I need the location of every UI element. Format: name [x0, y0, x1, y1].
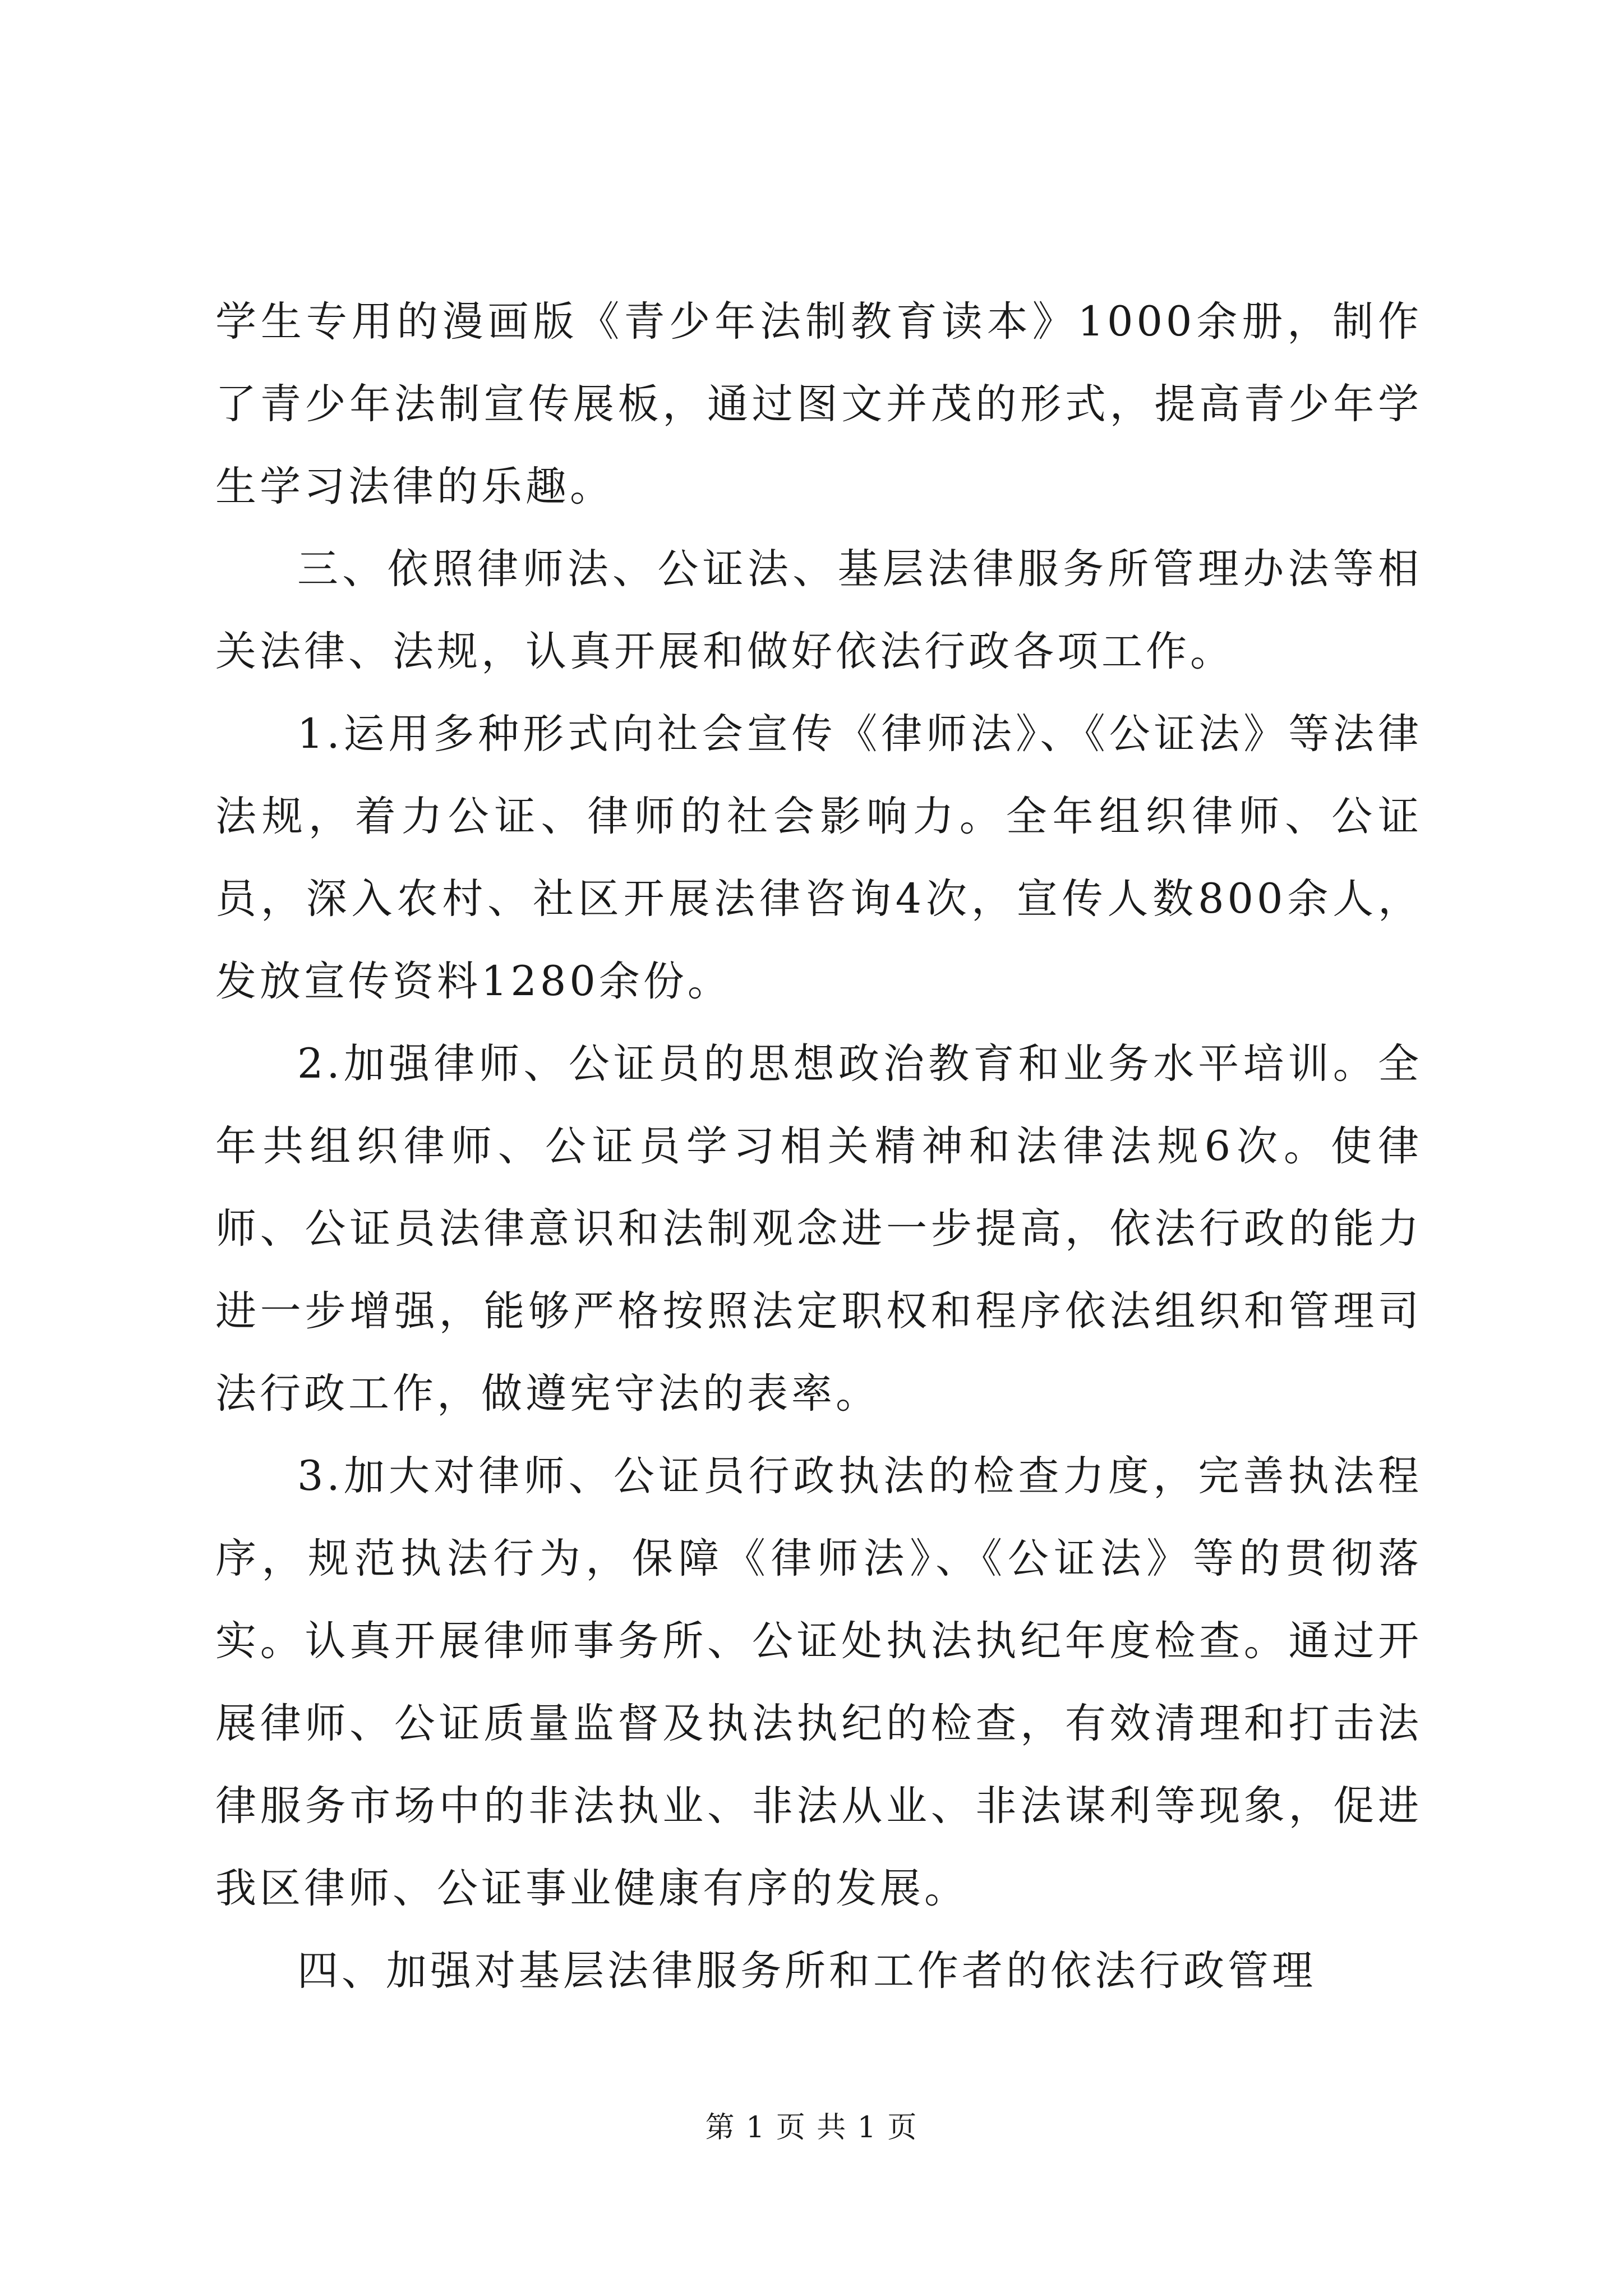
paragraph-item-1: 1.运用多种形式向社会宣传《律师法》、《公证法》等法律法规，着力公证、律师的社会影响力。全年组织律师、公证员，深入农村、社区开展法律咨询4次，宣传人数800余人，发放宣传资料1280余份。 [215, 710, 1422, 1005]
paragraph-section-four-heading: 四、加强对基层法律服务所和工作者的依法行政管理 [297, 1947, 1316, 1995]
paragraph-item-2: 2.加强律师、公证员的思想政治教育和业务水平培训。全年共组织律师、公证员学习相关精神和法律法规6次。使律师、公证员法律意识和法制观念进一步提高，依法行政的能力进一步增强，能够严格按照法定职权和程序依法组织和管理司法行政工作，做遵宪守法的表率。 [215, 1040, 1422, 1418]
page-number-footer: 第 1 页 共 1 页 [705, 2111, 918, 2145]
paragraph-continuation: 学生专用的漫画版《青少年法制教育读本》1000余册，制作了青少年法制宣传展板，通过图文并茂的形式，提高青少年学生学习法律的乐趣。 [215, 298, 1422, 510]
paragraph-section-three-heading: 三、依照律师法、公证法、基层法律服务所管理办法等相关法律、法规，认真开展和做好依法行政各项工作。 [215, 545, 1422, 675]
paragraph-item-3: 3.加大对律师、公证员行政执法的检查力度，完善执法程序，规范执法行为，保障《律师法》、《公证法》等的贯彻落实。认真开展律师事务所、公证处执法执纪年度检查。通过开展律师、公证质量监督及执法执纪的检查，有效清理和打击法律服务市场中的非法执业、非法从业、非法谋利等现象，促进我区律师、公证事业健康有序的发展。 [215, 1452, 1422, 1912]
document-body [215, 280, 1422, 2012]
